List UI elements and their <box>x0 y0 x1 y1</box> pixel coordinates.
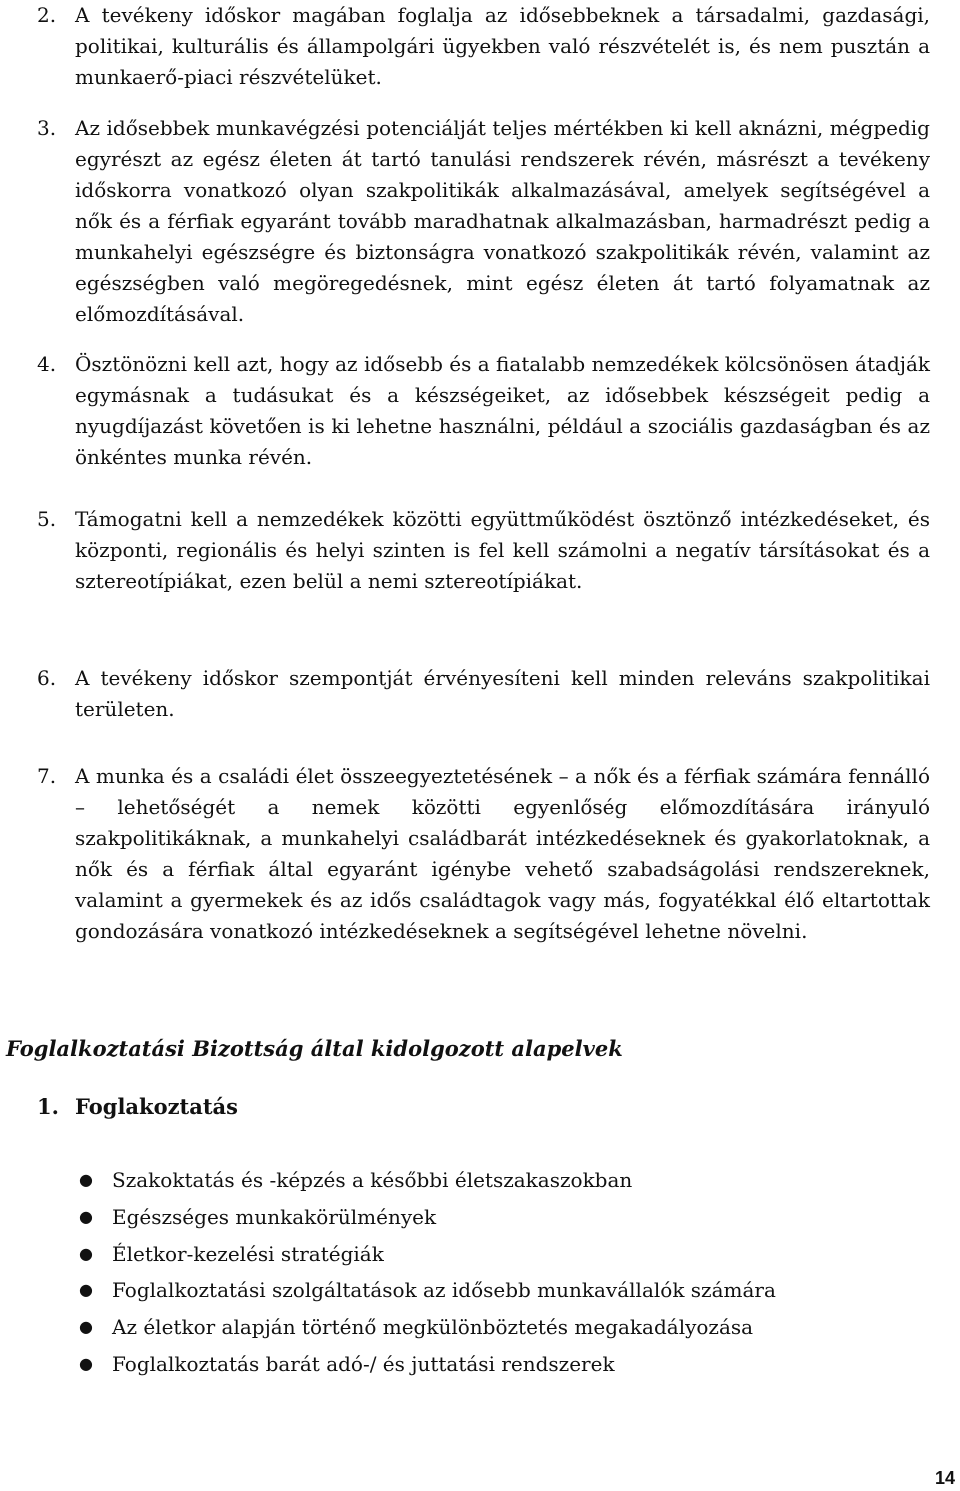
bullet-item <box>74 1272 894 1309</box>
subsection-heading <box>37 1091 737 1122</box>
section-heading: Foglalkoztatási Bizottság által kidolgozott alapelvek <box>6 1036 623 1061</box>
item-number: 2. <box>37 3 57 27</box>
item-number: 3. <box>37 116 57 140</box>
bullet-item <box>74 1309 894 1346</box>
item-number: 6. <box>37 666 57 690</box>
bullet-text: Szakoktatás és -képzés a későbbi életszakaszokban <box>112 1168 633 1192</box>
subsection-title: Foglakoztatás <box>75 1094 238 1119</box>
bullet-item <box>74 1199 894 1236</box>
bullet-icon: ● <box>79 1353 93 1373</box>
bullet-icon: ● <box>79 1280 93 1300</box>
item-text: A tevékeny időskor magában foglalja az idősebbeknek a társadalmi, gazdasági, politikai, kulturális és állampolgári ügyekben való részvételét is, és nem pusztán a munkaerő-piaci részvételüket. <box>75 3 930 89</box>
item-number: 7. <box>37 764 57 788</box>
bullet-text: Az életkor alapján történő megkülönböztetés megakadályozása <box>112 1315 754 1340</box>
bullet-text: Foglalkoztatási szolgáltatások az idősebb munkavállalók számára <box>112 1278 776 1303</box>
item-text: Ösztönözni kell azt, hogy az idősebb és a fiatalabb nemzedékek kölcsönösen átadják egymásnak a tudásukat és a készségeiket, az idősebbek készségeit pedig a nyugdíjazást követően is ki lehetne használni, például a szociális gazdaságban és az önkéntes munka révén. <box>75 352 930 469</box>
subsection-number: 1. <box>37 1094 59 1119</box>
bullet-list <box>74 1162 894 1383</box>
bullet-item <box>74 1162 894 1199</box>
item-text: Támogatni kell a nemzedékek közötti együttműködést ösztönző intézkedéseket, és központi, regionális és helyi szinten is fel kell számolni a negatív társításokat és a sztereotípiákat, ezen belül a nemi sztereotípiákat. <box>75 507 930 593</box>
page-number: 14 <box>934 1468 955 1488</box>
bullet-text: Életkor-kezelési stratégiák <box>112 1241 384 1266</box>
bullet-item <box>74 1346 894 1383</box>
item-text: A tevékeny időskor szempontját érvényesíteni kell minden releváns szakpolitikai területen. <box>75 666 930 721</box>
item-number: 5. <box>37 507 57 531</box>
bullet-item <box>74 1236 894 1273</box>
bullet-text: Egészséges munkakörülmények <box>112 1204 437 1229</box>
bullet-text: Foglalkoztatás barát adó-/ és juttatási rendszerek <box>112 1351 615 1376</box>
bullet-icon: ● <box>79 1317 93 1337</box>
item-number: 4. <box>37 352 57 376</box>
item-text: Az idősebbek munkavégzési potenciálját teljes mértékben ki kell aknázni, mégpedig egyrészt az egész életen át tartó tanulási rendszerek révén, másrészt a tevékeny időskorra vonatkozó olyan szakpolitikák alkalmazásával, amelyek segítségével a nők és a férfiak egyaránt tovább maradhatnak alkalmazásban, harmadrészt pedig a munkahelyi egészségre és biztonságra vonatkozó szakpolitikák révén, valamint az egészségben való megöregedésnek, mint egész életen át tartó folyamatnak az előmozdításával. <box>75 116 930 326</box>
bullet-icon: ● <box>79 1243 93 1263</box>
bullet-icon: ● <box>79 1206 93 1226</box>
item-text: A munka és a családi élet összeegyeztetésének – a nők és a férfiak számára fennálló – lehetőségét a nemek közötti egyenlőség előmozdítására irányuló szakpolitikáknak, a munkahelyi családbarát intézkedéseknek és gyakorlatoknak, a nők és a férfiak által egyaránt igénybe vehető szabadságolási rendszereknek, valamint a gyermekek és az idős családtagok vagy más, fogyatékkal élő eltartottak gondozására vonatkozó intézkedéseknek a segítségével lehetne növelni. <box>75 764 930 943</box>
bullet-icon: ● <box>79 1170 93 1189</box>
